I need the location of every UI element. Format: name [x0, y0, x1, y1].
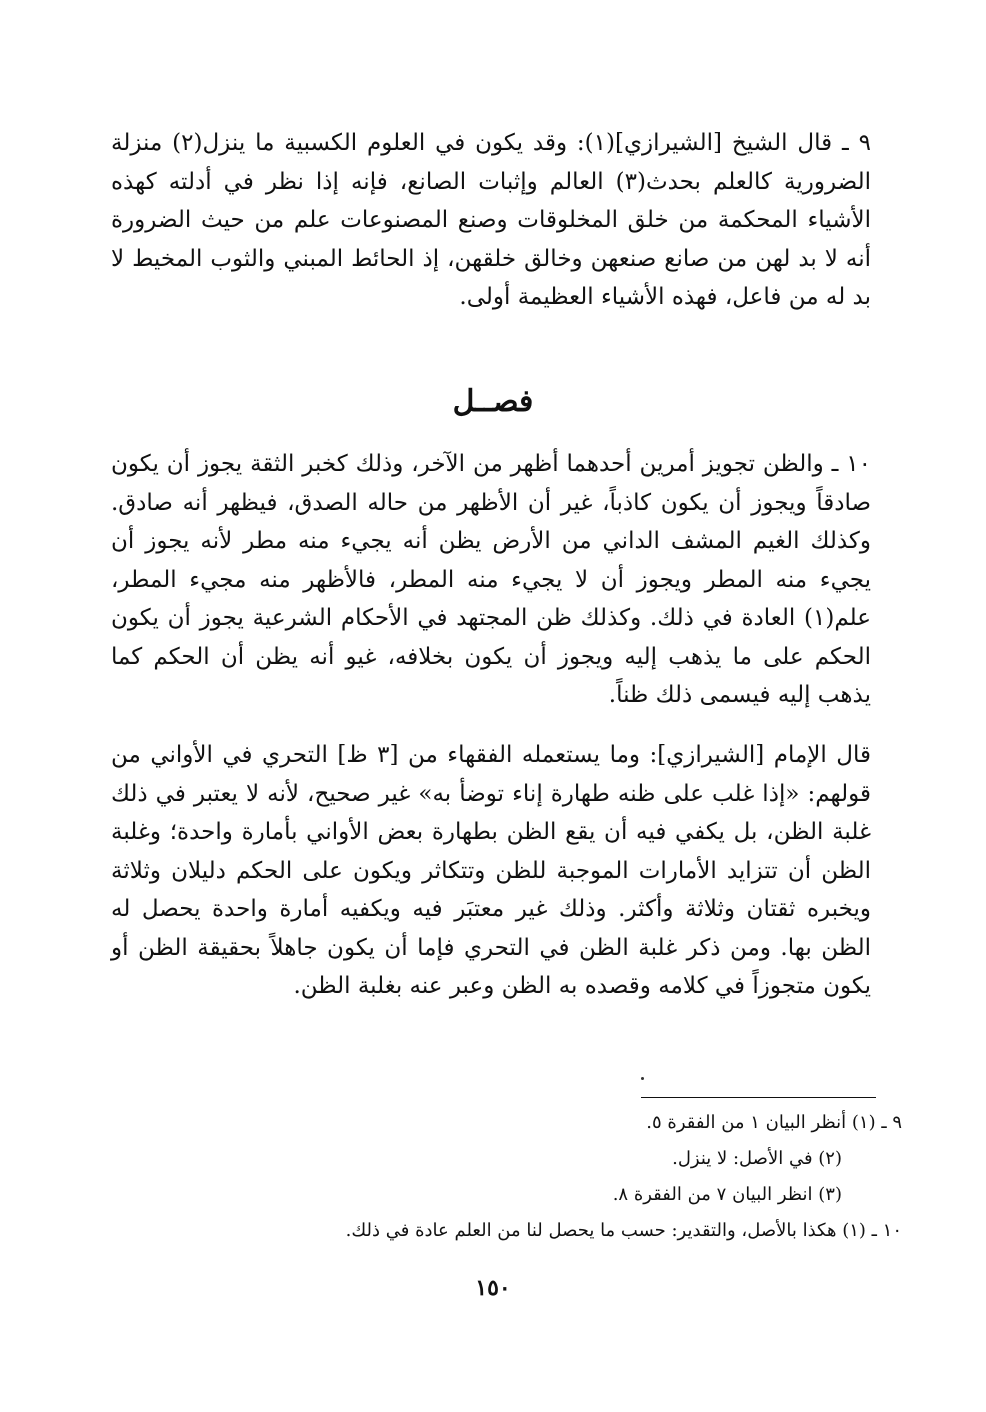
paragraph-imam-shirazi: قال الإمام [الشيرازي]: وما يستعمله الفقهاء من [٣ ظ] التحري في الأواني من قولهم: «إذا غلب على ظنه طهارة إناء توضأ به» غير صحيح، لأنه لا يعتبر في ذلك غلبة الظن، بل يكفي فيه أن يقع الظن بطهارة بعض الأواني بأمارة واحدة؛ وغلبة الظن أن تتزايد الأمارات الموجبة للظن وتتكاثر ويكون على الحكم دليلان وثلاثة ويخبره ثقتان وثلاثة وأكثر. وذلك غير معتبَر فيه ويكفيه أمارة واحدة يحصل له الظن بها. ومن ذكر غلبة الظن في التحري فإما أن يكون جاهلاً بحقيقة الظن أو يكون متجوزاً في كلامه وقصده به الظن وعبر عنه بغلبة الظن.: [111, 742, 872, 999]
footnote-divider: [641, 1097, 876, 1098]
footnote-item: (٢) في الأصل: لا ينزل.: [672, 1148, 842, 1169]
paragraph-section-9: ٩ ـ قال الشيخ [الشيرازي](١): وقد يكون في العلوم الكسبية ما ينزل(٢) منزلة الضرورية كالعلم بحدث(٣) العالم وإثبات الصانع، فإنه إذا نظر في أدلته كهذه الأشياء المحكمة من خلق المخلوقات وصنع المصنوعات علم من حيث الضرورة أنه لا بد لهن من صانع صنعهن وخالق خلقهن، إذ الحائط المبني والثوب المخيط لا بد له من فاعل، فهذه الأشياء العظيمة أولى.: [111, 130, 871, 310]
footnote-item: ٩ ـ (١) أنظر البيان ١ من الفقرة ٥.: [646, 1112, 902, 1133]
footnotes: [102, 1105, 902, 1249]
section-heading: فصــل: [452, 384, 534, 419]
footnote-item: ١٠ ـ (١) هكذا بالأصل، والتقدير: حسب ما يحصل لنا من العلم عادة في ذلك.: [345, 1220, 902, 1241]
page-number: ١٥٠: [475, 1275, 511, 1301]
stray-dot: [641, 1077, 644, 1080]
footnote-item: (٣) انظر البيان ٧ من الفقرة ٨.: [612, 1184, 842, 1205]
paragraph-section-10: ١٠ ـ والظن تجويز أمرين أحدهما أظهر من الآخر، وذلك كخبر الثقة يجوز أن يكون صادقاً ويجوز أن يكون كاذباً، غير أن الأظهر من حاله الصدق، فيظهر أنه صادق. وكذلك الغيم المشف الداني من الأرض يظن أنه يجيء منه مطر لأنه يجوز أن يجيء منه المطر ويجوز أن لا يجيء منه المطر، فالأظهر منه مجيء المطر، علم(١) العادة في ذلك. وكذلك ظن المجتهد في الأحكام الشرعية يجوز أن يكون الحكم على ما يذهب إليه ويجوز أن يكون بخلافه، غيو أنه يظن أن الحكم كما يذهب إليه فيسمى ذلك ظناً.: [111, 451, 871, 708]
